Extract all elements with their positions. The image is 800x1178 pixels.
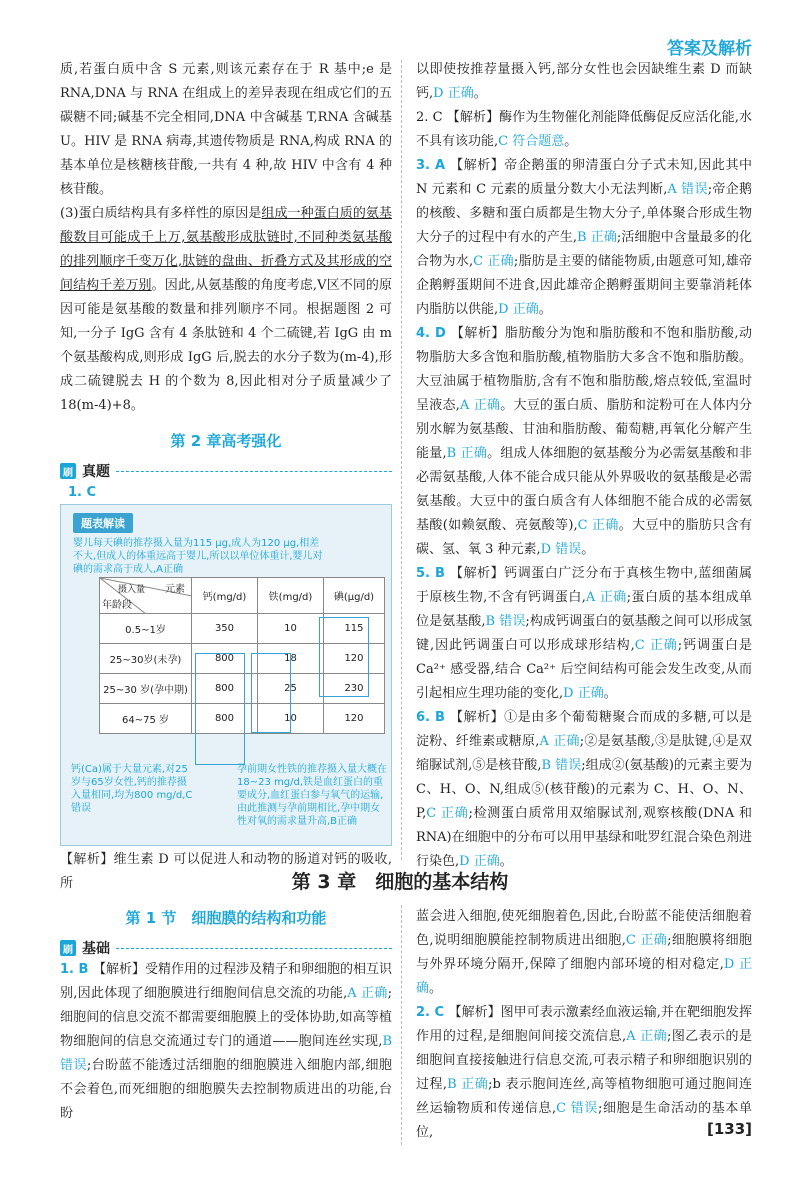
answer-text: 。: [538, 302, 552, 317]
section-zhenti: 刷 真题: [60, 461, 392, 481]
annotation-bottom-left: 钙(Ca)属于大量元素,对25岁与65岁女性,钙的推荐摄入量相同,均为800 mg/d,C错误: [71, 764, 193, 814]
chapter-2-title: 第 2 章高考强化: [170, 432, 282, 450]
answer-text: ;b 表示胞间连丝,高等植物细胞可通过胞间连丝运输物质和传递信息,: [416, 1077, 753, 1116]
answer-3-1-q1-cont: [416, 905, 752, 1001]
answer-text: ;细胞膜将细胞与外界环境分隔开,保障了细胞内部环境的相对稳定,: [416, 933, 752, 972]
dashed-line: [116, 948, 392, 949]
answer-text: ;图乙表示的是细胞间直接接触进行信息交流,可表示精子和卵细胞识别的过程,: [416, 1029, 752, 1092]
answer-text: 。大豆中的脂肪只含有碳、氢、氧 3 种元素,: [416, 518, 752, 557]
header-iron: 铁(mg/d): [257, 578, 323, 614]
header-iodine: 碘(μg/d): [323, 578, 384, 614]
answer-text: 。: [581, 542, 595, 557]
verdict-text: D 错误: [540, 542, 582, 557]
section-basic: 刷 基础: [60, 938, 392, 958]
left-q1-tail: 【解析】维生素 D 可以促进人和动物的肠道对钙的吸收,所: [60, 852, 392, 891]
brush-icon: 刷: [60, 463, 76, 479]
verdict-text: A 正确: [539, 734, 580, 749]
verdict-text: B 正确: [447, 1077, 489, 1092]
answer-3-1-q2: [416, 1001, 752, 1145]
table-row: 64~75 岁 800 10 120: [100, 704, 385, 734]
table-figure: [60, 504, 392, 846]
answer-text: 【解析】图甲可表示激素经血液运输,并在靶细胞发挥作用的过程,是细胞间间接交流信息,: [416, 1005, 753, 1044]
verdict-text: B 正确: [577, 230, 617, 245]
answer-q4: [416, 322, 752, 562]
answer-text: 【解析】酶作为生物催化剂能降低酶促反应活化能,水不具有该功能,: [416, 110, 752, 149]
figure-label: 题表解读: [73, 513, 133, 533]
verdict-text: A 正确: [585, 590, 627, 605]
question-number: 1. C: [68, 485, 97, 500]
answer-text: ;钙调蛋白是 Ca²⁺ 感受器,结合 Ca²⁺ 后空间结构可能会发生改变,从而引起相应生理功能的变化,: [416, 638, 752, 701]
verdict-text: C 正确: [634, 638, 678, 653]
answer-text: ;构成钙调蛋白的氨基酸之间可以形成氢键,因此钙调蛋白可以形成球形结构,: [416, 614, 752, 653]
verdict-text: D 正确: [563, 686, 604, 701]
section-title: 第 1 节 细胞膜的结构和功能: [125, 909, 327, 927]
answer-text: ;检测蛋白质常用双缩脲试剂,观察核酸(DNA 和 RNA)在细胞中的分布可以用甲基绿和吡罗红混合染色剂进行染色,: [416, 806, 752, 869]
question-number: 4. D: [416, 326, 451, 341]
answer-text: 【解析】帝企鹅蛋的卵清蛋白分子式未知,因此其中 N 元素和 C 元素的质量分数大小无法判断,: [416, 158, 752, 197]
answer-text: ;细胞是生命活动的基本单位,: [416, 1101, 752, 1140]
column-divider: [401, 60, 402, 860]
question-number: 6. B: [416, 710, 451, 725]
answer-text: 。: [603, 686, 617, 701]
verdict-text: D 正确: [459, 854, 500, 869]
column-divider: [401, 905, 402, 1145]
verdict-text: B 错误: [485, 614, 526, 629]
answer-text: 。: [429, 981, 443, 996]
highlight-calcium: [195, 653, 245, 765]
highlight-iodine: [319, 617, 369, 697]
verdict-text: A 错误: [667, 182, 708, 197]
answer-text: 蓝会进入细胞,使死细胞着色,因此,台盼蓝不能使活细胞着色,说明细胞膜能控制物质进出细胞,: [416, 909, 752, 948]
highlight-iron: [251, 653, 291, 733]
verdict-text: C 正确: [473, 254, 514, 269]
left-para-1: 质,若蛋白质中含 S 元素,则该元素存在于 R 基中;e 是 RNA,DNA 与 RNA 在组成上的差异表现在组成它们的五碳糖不同;碱基不完全相同,DNA 中含碱基 T,RNA 含碱基 U。HIV 是 RNA 病毒,其遗传物质是 RNA,构成 RNA 的基本单位是核糖核苷酸,一共有 4 种,故 HIV 中含有 4 种核苷酸。: [60, 62, 392, 197]
answer-q6: [416, 706, 752, 874]
verdict-text: C 正确: [625, 933, 668, 948]
verdict-text: B 错误: [60, 1034, 392, 1073]
right-cont: 以即使按推荐量摄入钙,部分女性也会因缺维生素 D 而缺钙,D 正确。: [416, 62, 752, 101]
answer-text: 【解析】脂肪酸分为饱和脂肪酸和不饱和脂肪酸,动物脂肪大多含饱和脂肪酸,植物脂肪大多含不饱和脂肪酸。大豆油属于植物脂肪,含有不饱和脂肪酸,熔点较低,室温时呈液态,: [416, 326, 753, 413]
answer-text: 。组成人体细胞的氨基酸分为必需氨基酸和非必需氨基酸,人体不能合成只能从外界吸收的氨基酸是必需氨基酸。大豆中的蛋白质含有人体细胞不能合成的必需氨基酸(如赖氨酸、亮氨酸等),: [416, 446, 752, 533]
corner-cell: 元素 摄入量 年龄段: [100, 578, 192, 614]
chapter-3-title: 第 3 章 细胞的基本结构: [291, 871, 509, 893]
answer-text: 。: [564, 134, 578, 149]
table-row: 0.5~1岁 350 10 115: [100, 614, 385, 644]
answer-text: ;②是氨基酸,③是肽键,④是双缩脲试剂,⑤是核苷酸,: [416, 734, 752, 773]
question-number: 5. B: [416, 566, 451, 581]
left-column: [60, 58, 392, 896]
answer-text: ;脂肪是主要的储能物质,由题意可知,雄帝企鹅孵蛋期间不进食,因此雄帝企鹅孵蛋期间主要靠消耗体内脂肪以供能,: [416, 254, 752, 317]
verdict-text: C 正确: [577, 518, 619, 533]
verdict-text: B 正确: [446, 446, 488, 461]
question-number: 3. A: [416, 158, 451, 173]
header-calcium: 钙(mg/d): [192, 578, 258, 614]
verdict-text: A 正确: [347, 986, 388, 1001]
answer-q2: [416, 106, 752, 154]
verdict-text: D 正确: [498, 302, 539, 317]
answer-3-1-q1: [60, 958, 392, 1126]
verdict-text: C 符合题意: [498, 134, 565, 149]
page-number: [133]: [706, 1120, 752, 1138]
left-para-2: (3)蛋白质结构具有多样性的原因是组成一种蛋白质的氨基酸数目可能成千上万,氨基酸形成肽链时,不同种类氨基酸的排列顺序千变万化,肽链的盘曲、折叠方式及其形成的空间结构千差万别。因此,从氨基酸的角度考虑,Ⅴ区不同的原因可能是氨基酸的数量和排列顺序不同。根据题图 2 可知,一分子 IgG 含有 4 条肽链和 4 个二硫键,若 IgG 由 m 个氨基酸构成,则形成 IgG 后,脱去的水分子数为(m-4),形成二硫键脱去 H 的个数为 8,因此相对分子质量减少了 18(m-4)+8。: [60, 206, 392, 413]
underlined-text: 组成一种蛋白质的氨基酸数目可能成千上万,氨基酸形成肽链时,不同种类氨基酸的排列顺序千变万化,肽链的盘曲、折叠方式及其形成的空间结构千差万别: [60, 206, 392, 293]
answer-q5: [416, 562, 752, 706]
verdict-text: D 正确: [416, 957, 753, 996]
answer-text: 。大豆的蛋白质、脂肪和淀粉可在人体内分别水解为氨基酸、甘油和脂肪酸、葡萄糖,再氧化分解产生能量,: [416, 398, 752, 461]
answer-text: ;细胞间的信息交流不都需要细胞膜上的受体协助,如高等植物细胞间的信息交流通过专门的通道——胞间连丝实现,: [60, 986, 392, 1049]
answer-text: ;帝企鹅的核酸、多糖和蛋白质都是生物大分子,单体聚合形成生物大分子的过程中有水的产生,: [416, 182, 752, 245]
right-column-2: [416, 905, 752, 1145]
annotation-bottom-right: 孕前期女性铁的推荐摄入量大概在18~23 mg/d,铁是血红蛋白的重要成分,血红蛋白参与氧气的运输,由此推测与孕前期相比,孕中期女性对氧的需求量升高,B正确: [237, 764, 387, 827]
answer-q3: [416, 154, 752, 322]
answer-text: 【解析】受精作用的过程涉及精子和卵细胞的相互识别,因此体现了细胞膜进行细胞间信息交流的功能,: [60, 962, 392, 1001]
verdict-text: C 正确: [426, 806, 469, 821]
answer-text: ;蛋白质的基本组成单位是氨基酸,: [416, 590, 752, 629]
question-number: 2. C: [416, 1005, 449, 1020]
left-column-2: [60, 905, 392, 1126]
verdict-text: A 正确: [459, 398, 501, 413]
page-header: 答案及解析: [667, 39, 752, 59]
annotation-top: 婴儿每天碘的推荐摄入量为115 μg,成人为120 μg,相差不大,但成人的体重远高于婴儿,所以以单位体重计,婴儿对碘的需求高于成人,A正确: [73, 538, 323, 575]
answer-text: 【解析】①是由多个葡萄糖聚合而成的多糖,可以是淀粉、纤维素或糖原,: [416, 710, 752, 749]
answer-text: 2. C: [416, 110, 447, 125]
verdict-text: C 错误: [556, 1101, 599, 1116]
table-header-row: [100, 578, 385, 614]
question-number: 1. B: [60, 962, 93, 977]
verdict-text: B 错误: [541, 758, 582, 773]
table-row: 25~30 岁(孕中期) 800 25 230: [100, 674, 385, 704]
answer-text: ;组成②(氨基酸)的元素主要为 C、H、O、N,组成⑤(核苷酸)的元素为 C、H、O、N、P,: [416, 758, 753, 821]
brush-icon: 刷: [60, 940, 76, 956]
answer-text: 【解析】钙调蛋白广泛分布于真核生物中,蓝细菌属于原核生物,不含有钙调蛋白,: [416, 566, 752, 605]
answer-text: 。: [499, 854, 513, 869]
answer-text: ;台盼蓝不能透过活细胞的细胞膜进入细胞内部,细胞不会着色,而死细胞的细胞膜失去控制物质进出的功能,台盼: [60, 1058, 392, 1121]
answer-text: ;活细胞中含量最多的化合物为水,: [416, 230, 752, 269]
verdict-text: A 正确: [626, 1029, 668, 1044]
dashed-line: [116, 471, 392, 472]
table-row: 25~30岁(未孕) 800 18 120: [100, 644, 385, 674]
right-column: [416, 58, 752, 874]
